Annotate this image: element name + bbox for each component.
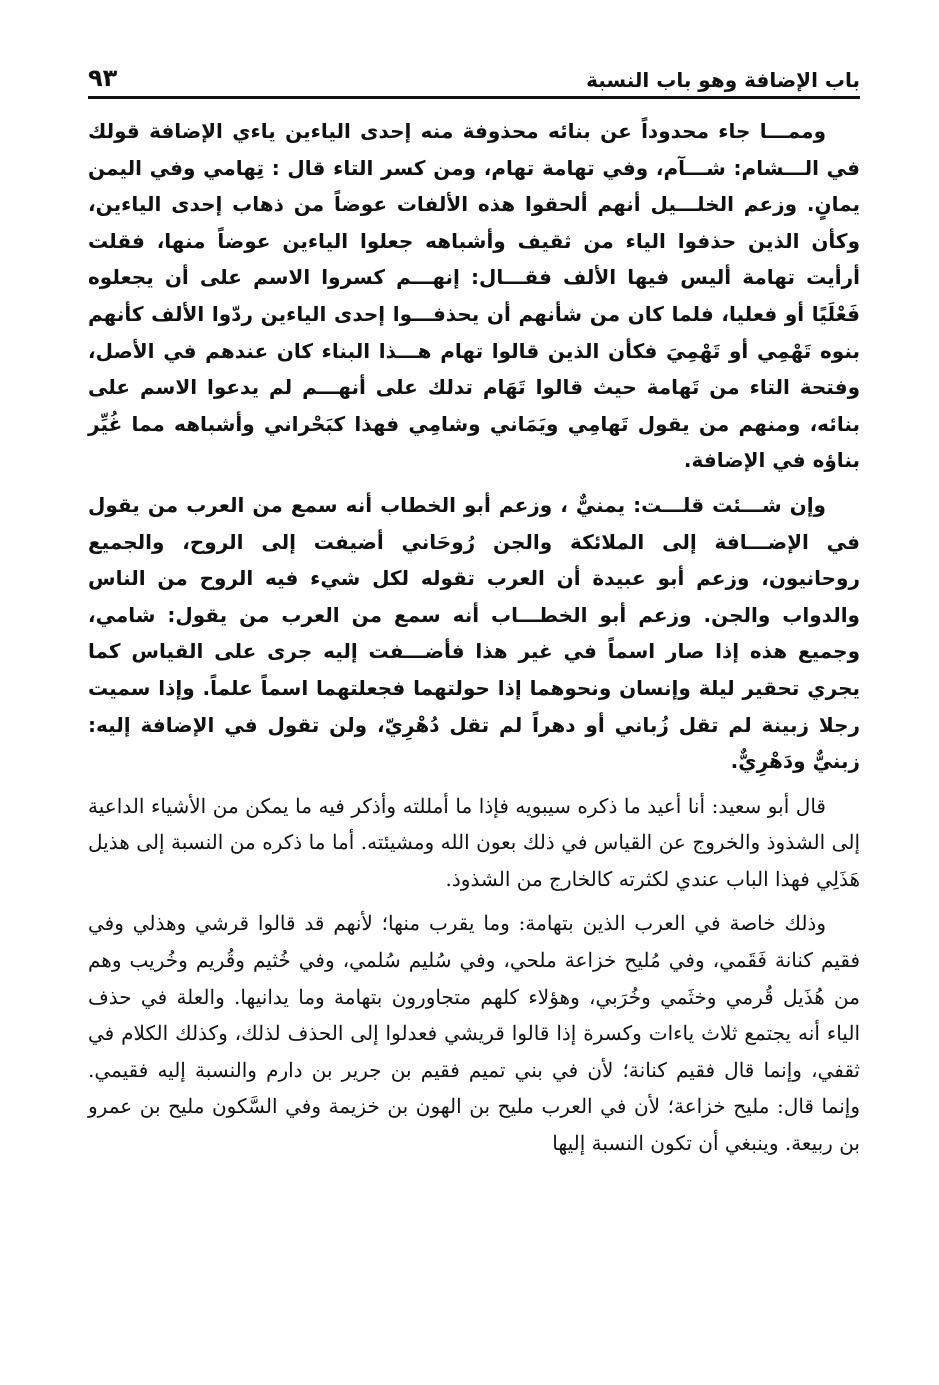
book-page <box>88 52 860 1162</box>
running-title: باب الإضافة وهو باب النسبة <box>586 68 860 92</box>
page-number: ٩٣ <box>88 64 118 92</box>
paragraph-2: وإن شـــئت قلـــت: يمنيٌّ ، وزعم أبو الخطاب أنه سمع من العرب من يقول في الإضـــافة إلى الملائكة والجن رُوحَاني أضيفت إلى الروح، والجميع روحانيون، وزعم أبو عبيدة أن العرب تقوله لكل شيء فيه الروح من الناس والدواب والجن. وزعم أبو الخطـــاب أنه سمع من العرب من يقول: شامي، وجميع هذه إذا صار اسماً في غير هذا فأضـــفت إليه جرى على القياس كما يجري تحقير ليلة وإنسان ونحوهما إذا حولتهما فجعلتهما اسماً علماً. وإذا سميت رجلا زبينة لم تقل زُباني أو دهراً لم تقل دُهْرِيّ، ولن تقول في الإضافة إليه: زبنيٌّ ودَهْرِيٌّ. <box>88 492 860 774</box>
paragraph-3: قال أبو سعيد: أنا أعيد ما ذكره سيبويه فإذا ما أمللته وأذكر فيه ما يمكن من الأشياء الداعية إلى الشذوذ والخروج عن القياس في ذلك بعون الله ومشيئته. أما ما ذكره من النسبة إلى هذيل هَذَلِي فهذا الباب عندي لكثرته كالخارج من الشذوذ. <box>88 793 860 891</box>
paragraph-4: وذلك خاصة في العرب الذين بتهامة: وما يقرب منها؛ لأنهم قد قالوا قرشي وهذلي وفي فقيم كنانة فَقَمي، وفي مُليح خزاعة ملحي، وفي سُليم سُلمي، وفي خُثيم وقُريم وخُريب وهم من هُذَيل قُرمي وخثَمي وخُرَبي، وهؤلاء كلهم متجاورون بتهامة وما يدانيها. والعلة في حذف الياء أنه يجتمع ثلاث ياءات وكسرة إذا قالوا قريشي فعدلوا إلى الحذف لذلك، وكذلك الكلام في ثقفي، وإنما قال فقيم كنانة؛ لأن في بني تميم فقيم بن جرير بن دارم والنسبة إليه فقيمي. وإنما قال: مليح خزاعة؛ لأن في العرب مليح بن الهون بن خزيمة وفي السَّكون مليح بن عمرو بن ربيعة. وينبغي أن تكون النسبة إليها <box>88 911 860 1156</box>
page-header <box>88 52 860 99</box>
paragraph-1: وممـــا جاء محدوداً عن بنائه محذوفة منه إحدى الياءين ياءي الإضافة قولك في الـــشام: شـــآم، وفي تهامة تهام، ومن كسر التاء قال : تِهامي وفي اليمن يمانٍ. وزعم الخلـــيل أنهم ألحقوا هذه الألفات عوضاً من ذهاب إحدى الياءين، وكأن الذين حذفوا الياء من ثقيف وأشباهه جعلوا الياءين عوضاً منها، فقلت أرأيت تهامة أليس فيها الألف فقـــال: إنهـــم كسروا الاسم على أن يجعلوه فَعْلَيًا أو فعليا، فلما كان من شأنهم أن يحذفـــوا إحدى الياءين ردّوا الألف كأنهم بنوه تَهْمِي أو تَهْمِيَ فكأن الذين قالوا تهام هـــذا البناء كان عندهم في الأصل، وفتحة التاء من تَهامة حيث قالوا تَهَام تدلك على أنهـــم لم يدعوا الاسم على بنائه، ومنهم من يقول تَهامِي ويَمَاني وشامِي فهذا كبَحْراني وأشباهه مما غُيِّر بناؤه في الإضافة. <box>88 119 860 473</box>
page-body <box>88 113 860 1162</box>
